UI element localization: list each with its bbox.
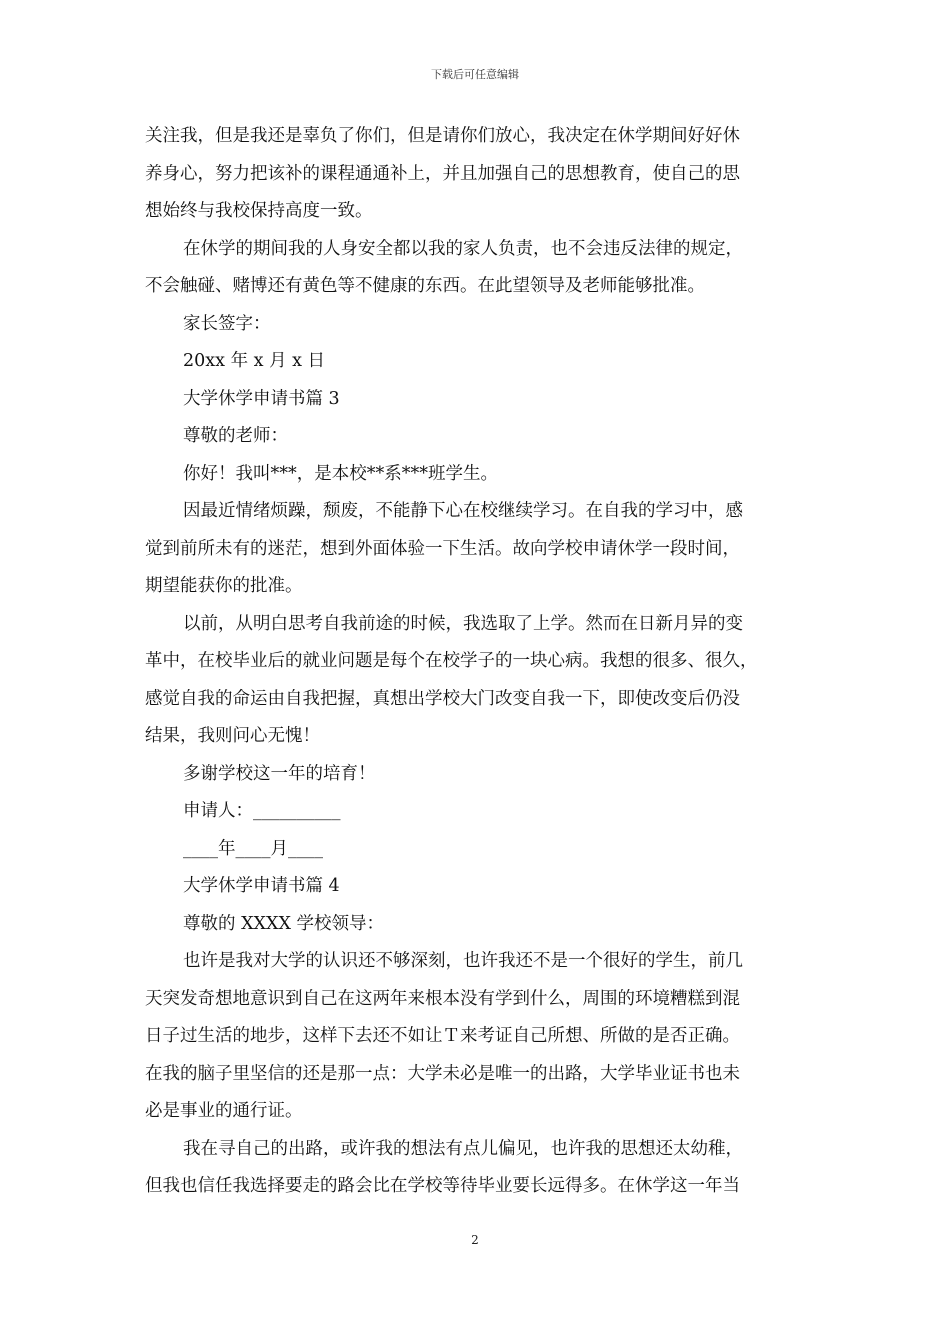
paragraph-start-line: 我在寻自己的出路，或许我的想法有点儿偏见，也许我的思想还太幼稚， [183, 1138, 743, 1159]
document-body [145, 118, 810, 1206]
salutation: 尊敬的老师： [183, 426, 288, 446]
body-line: 必是事业的通行证。 [145, 1101, 303, 1121]
body-line: 想始终与我校保持高度一致。 [145, 201, 373, 221]
body-line: 革中，在校毕业后的就业问题是每个在校学子的一块心病。我想的很多、很久， [145, 651, 758, 671]
blank-date-line: ____年____月____ [183, 838, 323, 859]
body-line: 关注我，但是我还是辜负了你们，但是请你们放心，我决定在休学期间好好休 [145, 126, 740, 146]
body-line: 在我的脑子里坚信的还是那一点：大学未必是唯一的出路，大学毕业证书也未 [145, 1063, 740, 1084]
greeting-line: 你好！我叫***，是本校**系***班学生。 [183, 463, 498, 484]
applicant-signature-line: 申请人：__________ [183, 801, 341, 821]
page-number: 2 [471, 1233, 479, 1247]
body-line: 天突发奇想地意识到自己在这两年来根本没有学到什么，周围的环境糟糕到混 [145, 988, 740, 1009]
date-line: 20xx 年 x 月 x 日 [183, 351, 326, 371]
section-title: 大学休学申请书篇 4 [183, 876, 340, 896]
salutation: 尊敬的 XXXX 学校领导： [183, 913, 384, 934]
parent-signature-label: 家长签字： [183, 313, 271, 334]
section-title: 大学休学申请书篇 3 [183, 388, 340, 409]
body-line: 日子过生活的地步，这样下去还不如让Ｔ来考证自己所想、所做的是否正确。 [145, 1026, 740, 1046]
paragraph-start-line: 以前，从明白思考自我前途的时候，我选取了上学。然而在日新月异的变 [183, 613, 743, 634]
body-line: 觉到前所未有的迷茫，想到外面体验一下生活。故向学校申请休学一段时间， [145, 538, 740, 559]
paragraph-start-line: 因最近情绪烦躁，颓废，不能静下心在校继续学习。在自我的学习中，感 [183, 501, 743, 521]
thanks-line: 多谢学校这一年的培育！ [183, 763, 376, 784]
paragraph-start-line: 在休学的期间我的人身安全都以我的家人负责，也不会违反法律的规定， [183, 238, 743, 259]
page-header: 下载后可任意编辑 [431, 68, 519, 81]
body-line: 感觉自我的命运由自我把握，真想出学校大门改变自我一下，即使改变后仍没 [145, 688, 740, 709]
body-line: 但我也信任我选择要走的路会比在学校等待毕业要长远得多。在休学这一年当 [145, 1176, 740, 1196]
body-line: 不会触碰、赌博还有黄色等不健康的东西。在此望领导及老师能够批准。 [145, 276, 705, 296]
paragraph-start-line: 也许是我对大学的认识还不够深刻，也许我还不是一个很好的学生，前几 [183, 951, 743, 971]
body-line: 结果，我则问心无愧！ [145, 726, 320, 746]
body-line: 养身心，努力把该补的课程通通补上，并且加强自己的思想教育，使自己的思 [145, 163, 740, 184]
body-line: 期望能获你的批准。 [145, 576, 303, 596]
